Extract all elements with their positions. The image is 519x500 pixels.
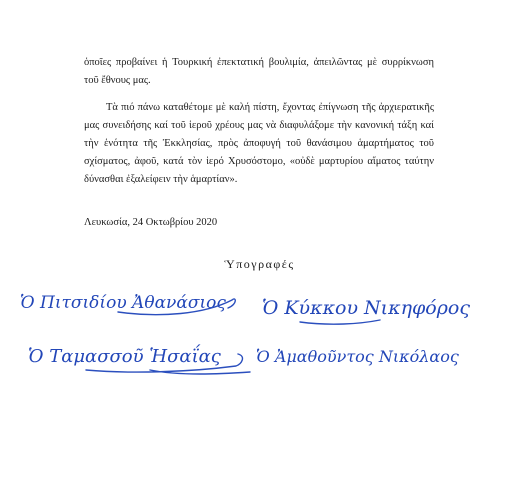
signatures-block xyxy=(0,270,519,400)
signature-4-text: Ὁ Ἀμαθοῦντος Νικόλαος xyxy=(256,347,459,366)
dateline: Λευκωσία, 24 Οκτωβρίου 2020 xyxy=(84,217,218,228)
signature-3 xyxy=(28,342,250,374)
signatures-heading: Ὑπογραφές xyxy=(224,257,295,271)
signature-2-flourish xyxy=(300,320,380,324)
signature-1-text: Ὁ Πιτσιδίου Ἀθανάσιος xyxy=(20,293,226,313)
body-paragraph-1: ὁποῖες προβαίνει ἡ Τουρκική ἐπεκτατική βουλιμία, ἀπειλῶντας μὲ συρρίκνωση τοῦ ἔθνους μας. xyxy=(84,57,434,86)
signature-3-text: Ὁ Ταμασσοῦ Ἡσαΐας xyxy=(28,346,221,367)
body-paragraph-2: Τὰ πιό πάνω καταθέτομε μὲ καλή πίστη, ἔχοντας ἐπίγνωση τῆς ἀρχιερατικῆς μας συνειδήσης καί τοῦ ἱεροῦ χρέους μας νὰ διαφυλάξομε τὴν κανονική τάξη καί τὴν ἑνότητα τῆς Ἐκκλησίας, πρὸς ἀποφυγή τοῦ θανάσιμου ἁμαρτήματος τοῦ σχίσματος, ἀφοῦ, κατά τὸν ἱερό Χρυσόστομο, «οὐδὲ μαρτυρίου αἵματος ταύτην δύνασθαι ἐξαλείφειν τὴν ἁμαρτίαν». xyxy=(84,102,434,185)
signature-2-text: Ὁ Κύκκου Νικηφόρος xyxy=(262,297,470,319)
signature-4 xyxy=(256,347,459,366)
signature-1 xyxy=(20,293,235,315)
signature-2 xyxy=(262,297,470,324)
